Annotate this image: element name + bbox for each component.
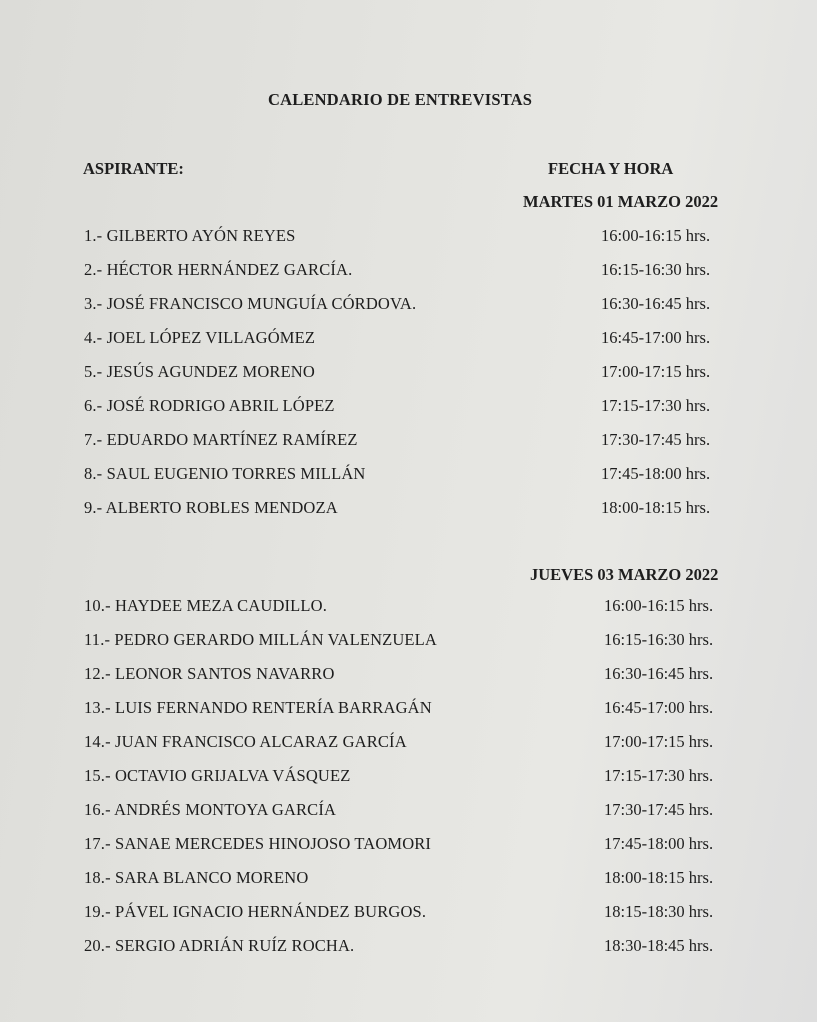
section-date-thursday: JUEVES 03 MARZO 2022 (530, 565, 719, 584)
schedule-row (0, 226, 817, 260)
interview-time: 17:15-17:30 hrs. (601, 396, 711, 415)
applicant-name: 13.- LUIS FERNANDO RENTERÍA BARRAGÁN (84, 698, 432, 717)
interview-time: 17:30-17:45 hrs. (604, 800, 714, 819)
schedule-row (0, 596, 817, 630)
applicant-name: 20.- SERGIO ADRIÁN RUÍZ ROCHA. (84, 936, 355, 955)
interview-time: 17:30-17:45 hrs. (601, 430, 711, 449)
interview-time: 18:00-18:15 hrs. (601, 498, 711, 517)
schedule-row (0, 328, 817, 362)
interview-time: 16:15-16:30 hrs. (601, 260, 711, 279)
applicant-name: 11.- PEDRO GERARDO MILLÁN VALENZUELA (84, 630, 437, 649)
date-time-column-header: FECHA Y HORA (548, 159, 674, 178)
schedule-row (0, 498, 817, 532)
applicant-name: 10.- HAYDEE MEZA CAUDILLO. (84, 596, 327, 615)
applicant-name: 12.- LEONOR SANTOS NAVARRO (84, 664, 335, 683)
schedule-row (0, 766, 817, 800)
schedule-row (0, 698, 817, 732)
applicant-name: 14.- JUAN FRANCISCO ALCARAZ GARCÍA (84, 732, 407, 751)
interview-time: 18:15-18:30 hrs. (604, 902, 714, 921)
interview-time: 18:30-18:45 hrs. (604, 936, 714, 955)
applicant-name: 4.- JOEL LÓPEZ VILLAGÓMEZ (84, 328, 316, 347)
schedule-row (0, 260, 817, 294)
interview-time: 16:45-17:00 hrs. (604, 698, 714, 717)
schedule-row (0, 396, 817, 430)
schedule-list-tuesday (0, 226, 817, 532)
interview-time: 16:30-16:45 hrs. (604, 664, 714, 683)
interview-time: 16:30-16:45 hrs. (601, 294, 711, 313)
applicant-name: 3.- JOSÉ FRANCISCO MUNGUÍA CÓRDOVA. (84, 294, 417, 313)
applicant-column-header: ASPIRANTE: (83, 159, 184, 178)
interview-time: 17:45-18:00 hrs. (601, 464, 711, 483)
interview-time: 17:15-17:30 hrs. (604, 766, 714, 785)
applicant-name: 18.- SARA BLANCO MORENO (84, 868, 309, 887)
schedule-row (0, 294, 817, 328)
schedule-row (0, 936, 817, 970)
schedule-row (0, 868, 817, 902)
section-date-tuesday: MARTES 01 MARZO 2022 (523, 192, 719, 211)
schedule-row (0, 362, 817, 396)
schedule-row (0, 630, 817, 664)
applicant-name: 1.- GILBERTO AYÓN REYES (84, 226, 296, 245)
interview-time: 18:00-18:15 hrs. (604, 868, 714, 887)
interview-time: 17:00-17:15 hrs. (604, 732, 714, 751)
schedule-row (0, 430, 817, 464)
schedule-row (0, 732, 817, 766)
applicant-name: 7.- EDUARDO MARTÍNEZ RAMÍREZ (84, 430, 358, 449)
applicant-name: 2.- HÉCTOR HERNÁNDEZ GARCÍA. (84, 260, 353, 279)
applicant-name: 9.- ALBERTO ROBLES MENDOZA (84, 498, 338, 517)
schedule-row (0, 800, 817, 834)
applicant-name: 15.- OCTAVIO GRIJALVA VÁSQUEZ (84, 766, 351, 785)
interview-time: 16:00-16:15 hrs. (604, 596, 714, 615)
applicant-name: 17.- SANAE MERCEDES HINOJOSO TAOMORI (84, 834, 432, 853)
applicant-name: 16.- ANDRÉS MONTOYA GARCÍA (84, 800, 337, 819)
applicant-name: 19.- PÁVEL IGNACIO HERNÁNDEZ BURGOS. (84, 902, 427, 921)
interview-time: 16:00-16:15 hrs. (601, 226, 711, 245)
applicant-name: 6.- JOSÉ RODRIGO ABRIL LÓPEZ (84, 396, 335, 415)
applicant-name: 5.- JESÚS AGUNDEZ MORENO (84, 362, 315, 381)
interview-time: 16:45-17:00 hrs. (601, 328, 711, 347)
document-title: CALENDARIO DE ENTREVISTAS (268, 90, 533, 109)
interview-time: 17:45-18:00 hrs. (604, 834, 714, 853)
interview-time: 17:00-17:15 hrs. (601, 362, 711, 381)
interview-time: 16:15-16:30 hrs. (604, 630, 714, 649)
schedule-row (0, 464, 817, 498)
schedule-row (0, 902, 817, 936)
schedule-row (0, 834, 817, 868)
schedule-row (0, 664, 817, 698)
schedule-list-thursday (0, 596, 817, 970)
applicant-name: 8.- SAUL EUGENIO TORRES MILLÁN (84, 464, 366, 483)
